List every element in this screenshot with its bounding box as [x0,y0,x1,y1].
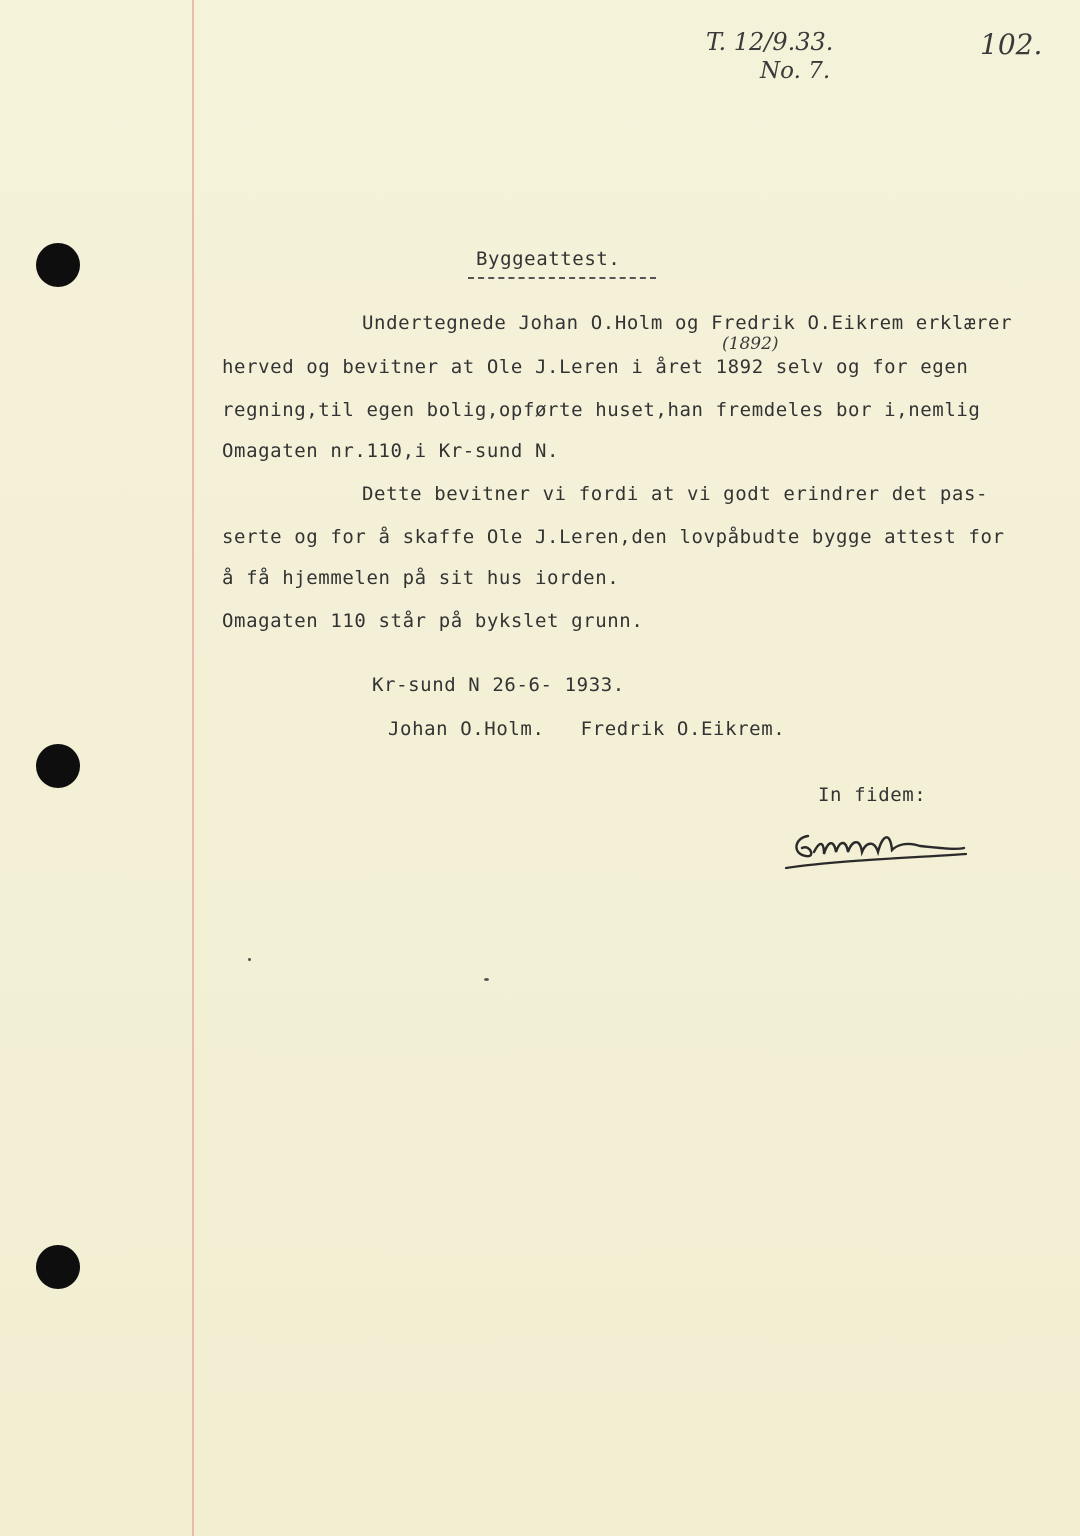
punch-hole [36,744,80,788]
body-line: Omagaten nr.110,i Kr-sund N. [222,440,560,462]
title-underline [468,277,656,279]
date-note: T. 12/9.33. [706,28,834,56]
body-line: å få hjemmelen på sit hus iorden. [222,567,620,589]
handwritten-signature [780,818,980,878]
body-line: Undertegnede Johan O.Holm og Fredrik O.Eikrem erklærer [362,312,1013,334]
document-title: Byggeattest. [476,248,621,270]
punch-hole [36,243,80,287]
body-line: regning,til egen bolig,opførte huset,han fremdeles bor i,nemlig [222,399,981,421]
signatories: Johan O.Holm. Fredrik O.Eikrem. [388,718,786,740]
witness-label: In fidem: [818,784,927,806]
body-line: herved og bevitner at Ole J.Leren i året 1892 selv og for egen [222,356,969,378]
punch-hole [36,1245,80,1289]
body-line: Omagaten 110 står på bykslet grunn. [222,610,644,632]
ink-speck [484,978,489,981]
page-number: 102. [980,28,1043,61]
body-line: serte og for å skaffe Ole J.Leren,den lovpåbudte bygge attest for [222,526,1005,548]
insertion-note: (1892) [722,334,779,354]
number-note: No. 7. [760,58,831,84]
margin-rule [192,0,194,1536]
place-date: Kr-sund N 26-6- 1933. [372,674,625,696]
ink-speck [248,958,251,961]
body-line: Dette bevitner vi fordi at vi godt erindrer det pas- [362,483,989,505]
